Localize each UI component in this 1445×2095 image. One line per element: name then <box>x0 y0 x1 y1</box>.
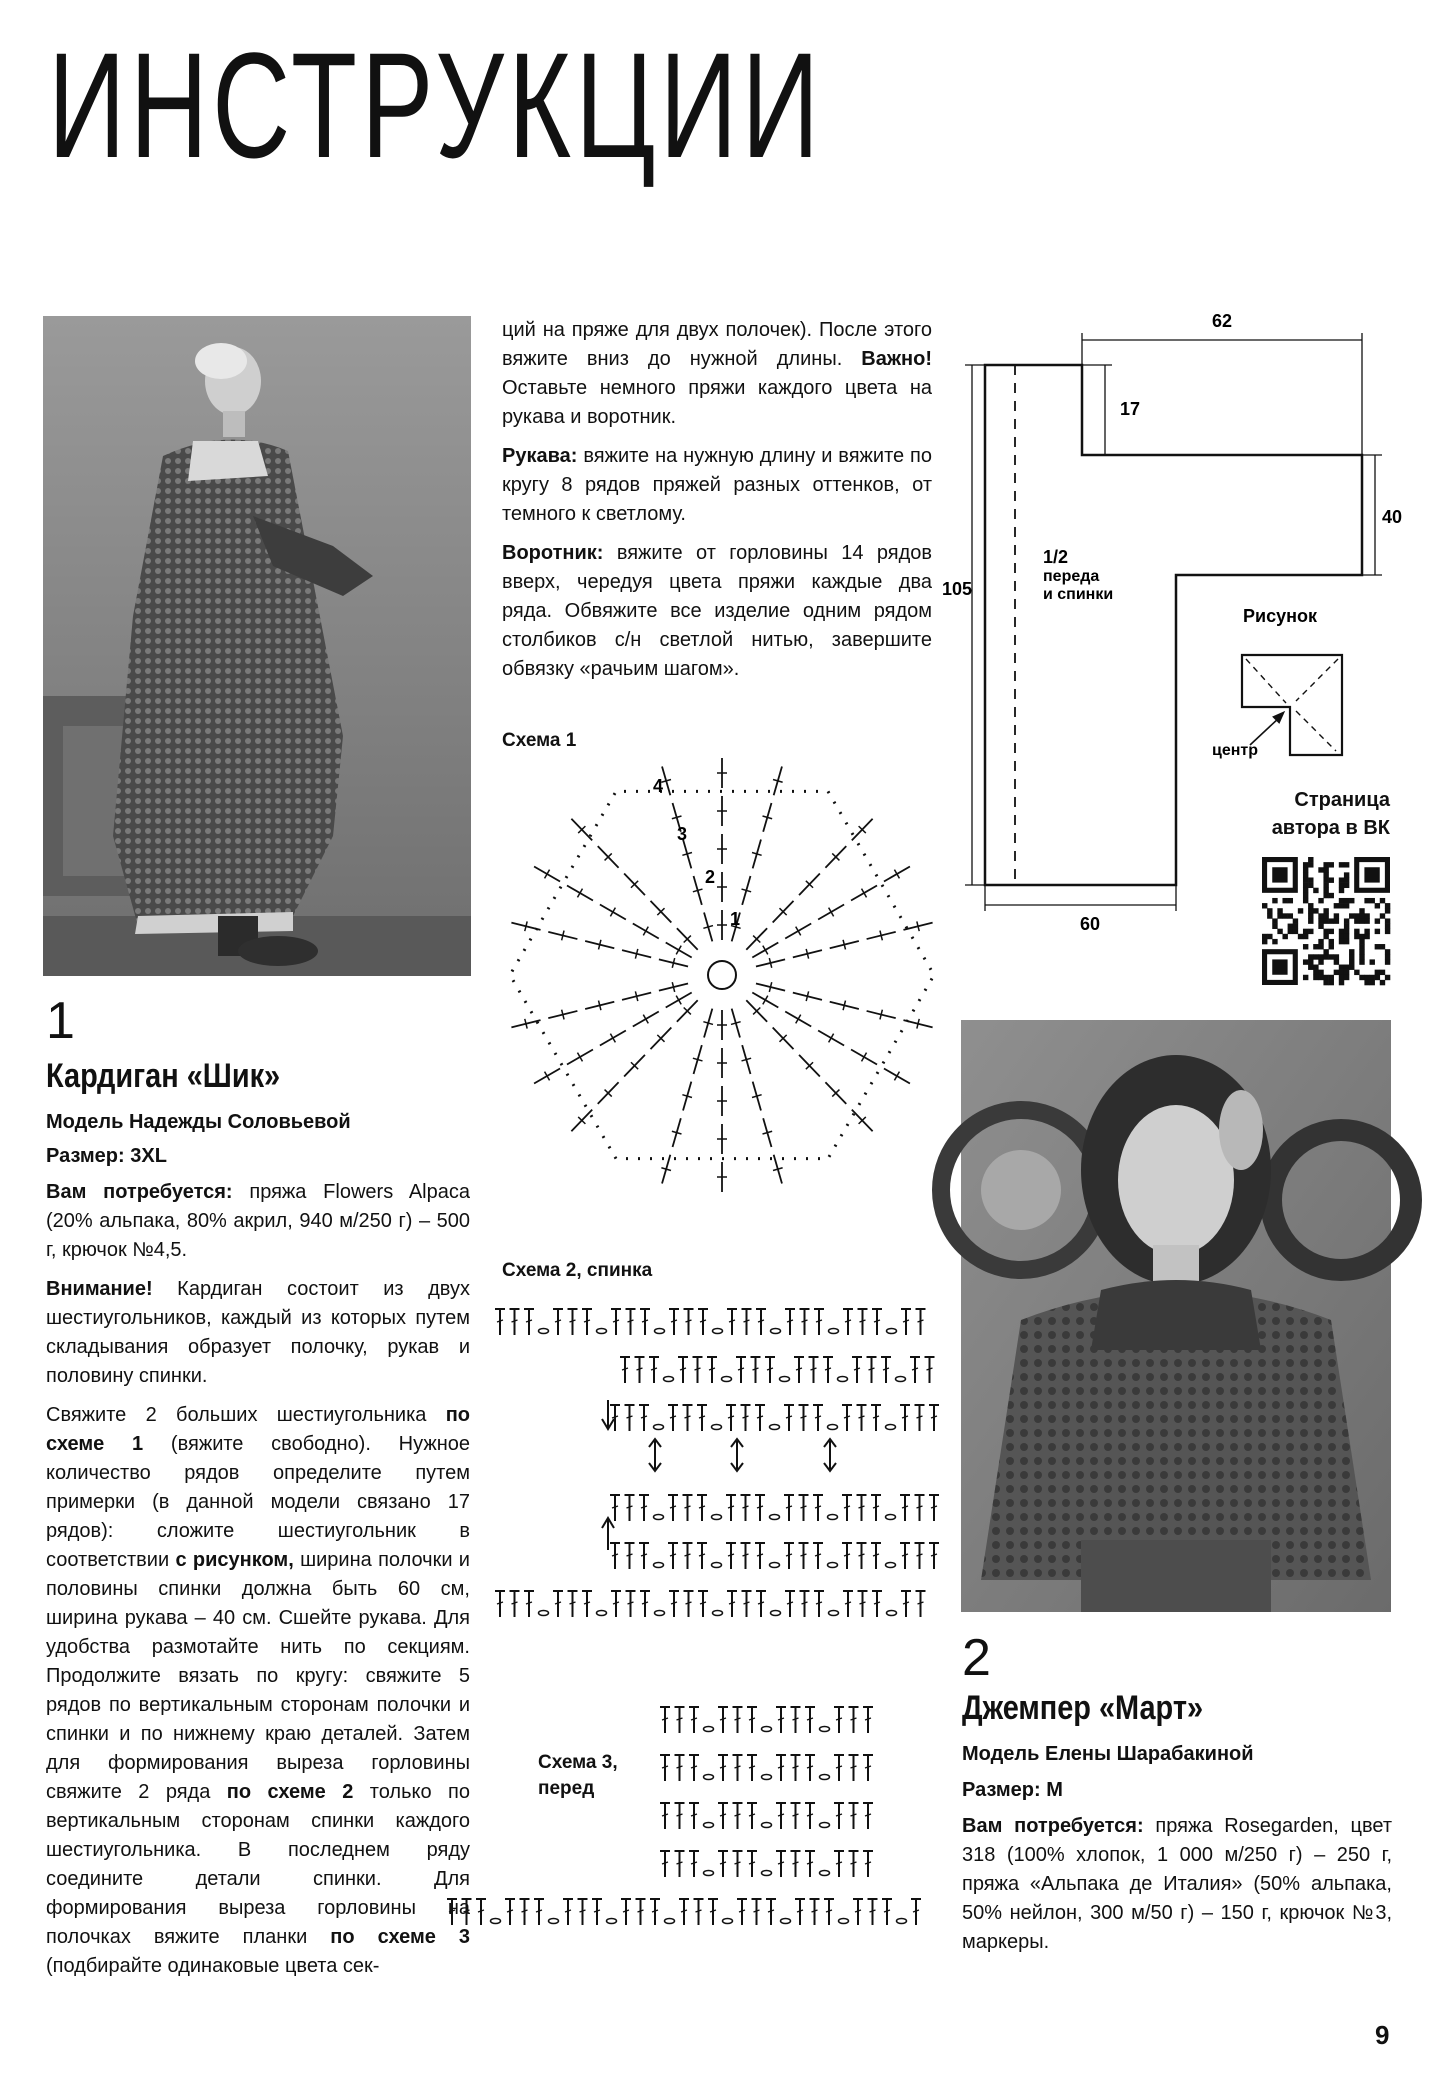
model-2-name: Джемпер «Март» <box>962 1689 1204 1727</box>
size-value: 3XL <box>130 1145 167 1167</box>
continuation <box>502 316 932 432</box>
needs-label: Вам потребуется: <box>962 1815 1144 1837</box>
model-1-number: 1 <box>46 992 75 1050</box>
vk-line-1: Страница <box>1294 789 1390 811</box>
model-1-attention <box>46 1275 470 1391</box>
text-run-bold: по схеме 3 <box>330 1926 470 1948</box>
scheme-3-chart <box>440 1695 940 1945</box>
jumper-photo-image <box>961 1020 1391 1612</box>
column-2 <box>502 316 932 694</box>
dim-105: 105 <box>942 579 973 599</box>
row-label-2: 2 <box>705 867 716 887</box>
scheme-3-label-line1: Схема 3, <box>538 1752 618 1773</box>
model-2-needs <box>962 1812 1392 1957</box>
text-run-bold: по схеме 2 <box>226 1781 354 1803</box>
scheme-3-label-line2: перед <box>538 1778 595 1799</box>
half-label-2: переда <box>1043 568 1100 585</box>
needs-text: пряжа Rosegarden, цвет 318 (100% хлопок, 1 000 м/250 г) – 250 г, пряжа «Альпака де Италия» (50% альпака, 50% нейлон, 300 м/50 г) – 150 г, крючок №3, маркеры. <box>962 1815 1392 1953</box>
collar-text: вяжите от горловины 14 рядов вверх, чередуя цвета пряжи каждые два ряда. Обвяжите все изделие одним рядом столбиков с/н светлой нитью, завершите обвязку «рачьим шагом». <box>502 542 932 680</box>
needs-text: пряжа Flowers Alpaca (20% альпака, 80% акрил, 940 м/250 г) – 500 г, крючок №4,5. <box>46 1181 470 1261</box>
model-1-name: Кардиган «Шик» <box>46 1057 281 1095</box>
collar-label: Воротник: <box>502 542 604 564</box>
row-label-4: 4 <box>653 776 664 796</box>
column-3 <box>962 1740 1392 1967</box>
size-label: Размер: <box>46 1145 125 1167</box>
scheme-2-chart <box>490 1295 940 1625</box>
row-label-1: 1 <box>730 909 741 929</box>
sleeves-paragraph <box>502 442 932 529</box>
model-1-size <box>46 1142 470 1170</box>
text-run: Оставьте немного пряжи каждого цвета на рукава и воротник. <box>502 377 932 428</box>
model-2-size <box>962 1776 1392 1804</box>
size-label: Размер: <box>962 1779 1041 1801</box>
scheme-2-label: Схема 2, спинка <box>502 1260 653 1281</box>
center-label: центр <box>1212 742 1259 759</box>
model-2-author: Модель Елены Шарабакиной <box>962 1743 1254 1765</box>
needs-label: Вам потребуется: <box>46 1181 233 1203</box>
text-run-bold: Важно! <box>861 348 932 370</box>
attention-label: Внимание! <box>46 1278 153 1300</box>
column-1 <box>46 1108 470 1991</box>
collar-paragraph <box>502 539 932 684</box>
sleeves-text: вяжите на нужную длину и вяжите по кругу 8 рядов пряжей разных оттенков, от темного к светлому. <box>502 445 933 525</box>
size-value: М <box>1046 1779 1063 1801</box>
page-number: 9 <box>1375 2020 1390 2050</box>
figure-label: Рисунок <box>1243 606 1317 626</box>
dim-40: 40 <box>1382 507 1403 527</box>
dim-62: 62 <box>1212 311 1233 331</box>
attention-text: Кардиган состоит из двух шестиугольников, каждый из которых путем складывания образует полочку, рукав и половину спинки. <box>46 1278 470 1387</box>
dim-60: 60 <box>1080 914 1101 934</box>
text-run: Свяжите 2 больших шестиугольника <box>46 1404 427 1426</box>
jumper-photo <box>961 1020 1391 1612</box>
scheme-1-label: Схема 1 <box>502 730 577 751</box>
row-label-3: 3 <box>677 824 688 844</box>
model-1-author: Модель Надежды Соловьевой <box>46 1111 351 1133</box>
text-run: (подбирайте одинаковые цвета сек- <box>46 1955 380 1977</box>
cardigan-photo-image <box>43 316 471 976</box>
vk-label <box>1240 786 1390 842</box>
text-run-bold: по схеме 1 <box>46 1404 470 1455</box>
model-1-instructions <box>46 1401 470 1981</box>
sleeves-label: Рукава: <box>502 445 578 467</box>
scheme-1-hexagon <box>485 755 960 1195</box>
text-run-bold: с рисунком, <box>175 1549 294 1571</box>
text-run: только по вертикальным сторонам спинки каждого шестиугольника. В последнем ряду соедините детали спинки. Для формирования выреза горловины на полочках вяжите планки <box>46 1781 470 1948</box>
cardigan-photo <box>43 316 471 976</box>
page-title: ИНСТРУКЦИИ <box>48 21 824 189</box>
model-2-number: 2 <box>962 1629 991 1687</box>
text-run: ций на пряже для двух полочек). После этого вяжите вниз до нужной длины. <box>502 319 932 370</box>
vk-line-2: автора в ВК <box>1271 817 1390 839</box>
model-1-needs <box>46 1178 470 1265</box>
half-label-1: 1/2 <box>1043 547 1069 567</box>
fold-figure <box>1242 655 1342 755</box>
half-label-3: и спинки <box>1043 586 1114 603</box>
vk-qr-code[interactable] <box>1262 857 1390 985</box>
dim-17: 17 <box>1120 399 1141 419</box>
text-run: ширина полочки и половины спинки должна быть 60 см, ширина рукава – 40 см. Сшейте рукава. Для удобства размотайте нить по секциям. Продолжите вязать по кругу: свяжите 5 рядов по вертикальным сторонам полочки и спинки и по нижнему краю деталей. Затем для формирования выреза горловины свяжите 2 ряда <box>46 1549 470 1803</box>
text-run: (вяжите свободно). Нужное количество рядов определите путем примерки (в данной модели связано 17 рядов): сложите шестиугольник в соответствии <box>46 1433 470 1571</box>
